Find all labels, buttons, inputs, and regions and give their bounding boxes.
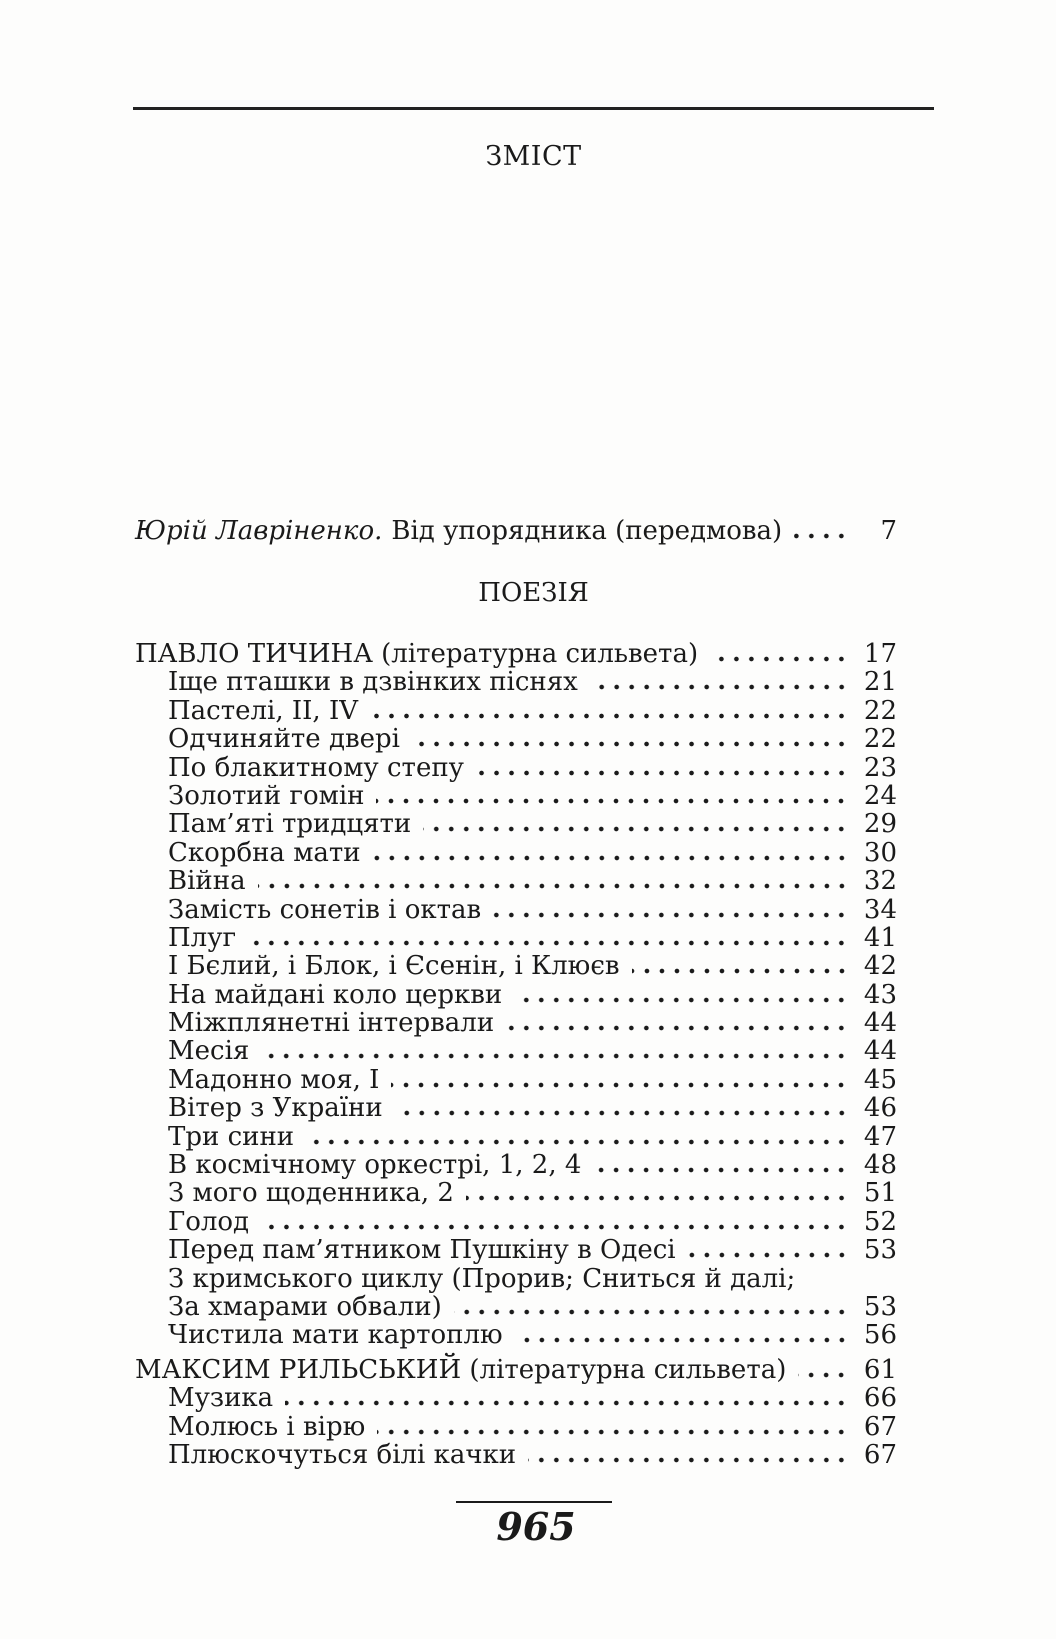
dot-leader [412, 737, 849, 747]
dot-leader [306, 1135, 849, 1145]
dot-leader [377, 1425, 849, 1435]
toc-entry-page-number: 34 [863, 894, 897, 925]
toc-entry-title: Чистила мати картоплю [168, 1320, 503, 1351]
toc-entry-title: З кримського циклу (Прорив; Сниться й далі; [168, 1263, 796, 1294]
header-rule [133, 107, 934, 110]
dot-leader [506, 1021, 849, 1031]
toc-entry-title: Голод [168, 1206, 250, 1237]
toc-list [135, 634, 897, 1469]
toc-entry-row [135, 1293, 897, 1321]
dot-leader [423, 822, 849, 832]
toc-entry-row [135, 839, 897, 867]
dot-leader [688, 1248, 849, 1258]
toc-entry-title: Музика [168, 1383, 274, 1414]
toc-entry-row [135, 1384, 897, 1412]
toc-entry-title: ПАВЛО ТИЧИНА (літературна сильвета) [135, 639, 699, 669]
toc-entry-row [135, 754, 897, 782]
dot-leader [632, 964, 849, 974]
toc-entry-page-number: 44 [863, 1036, 897, 1067]
toc-entry-row [135, 952, 897, 980]
toc-entry-title: По блакитному степу [168, 752, 464, 783]
toc-entry-row [135, 1009, 897, 1037]
toc-entry-page-number: 30 [863, 837, 897, 868]
dot-leader [590, 680, 849, 690]
dot-leader [476, 766, 849, 776]
toc-entry-title: Замість сонетів і октав [168, 894, 482, 925]
toc-entry-title: В космічному оркестрі, 1, 2, 4 [168, 1150, 582, 1181]
page-title: ЗМІСТ [485, 141, 582, 172]
toc-entry-page-number: 67 [863, 1411, 897, 1442]
dot-leader [515, 1333, 849, 1343]
toc-entry-title: Золотий гомін [168, 780, 365, 811]
toc-entry-row [135, 697, 897, 725]
toc-entry-page-number: 47 [863, 1121, 897, 1152]
toc-entry-row [135, 1413, 897, 1441]
toc-entry-row [135, 896, 897, 924]
toc-entry-title: Війна [168, 866, 246, 897]
dot-leader [370, 709, 849, 719]
dot-leader [528, 1453, 849, 1463]
toc-entry-title: З мого щоденника, 2 [168, 1178, 454, 1209]
toc-entry-page-number: 41 [863, 922, 897, 953]
toc-entry-page-number: 53 [863, 1235, 897, 1266]
section-heading-poetry: ПОЕЗІЯ [478, 578, 589, 608]
toc-entry-title: Мадонно моя, I [168, 1064, 380, 1095]
toc-entry-title: МАКСИМ РИЛЬСЬКИЙ (літературна сильвета) [135, 1354, 787, 1385]
toc-entry-title: Перед пам’ятником Пушкіну в Одесі [168, 1235, 676, 1266]
front-matter-entry [135, 517, 897, 545]
dot-leader [261, 1049, 849, 1059]
toc-entry-row [135, 981, 897, 1009]
toc-entry-row [135, 640, 897, 668]
toc-entry-row [135, 924, 897, 952]
dot-leader [514, 993, 849, 1003]
toc-entry-row [135, 1208, 897, 1236]
toc-entry-page-number: 61 [863, 1354, 897, 1385]
dot-leader [391, 1078, 849, 1088]
front-matter-page-number: 7 [880, 516, 897, 546]
toc-entry-row [135, 782, 897, 810]
toc-entry-row [135, 1265, 897, 1293]
toc-entry-page-number: 44 [863, 1008, 897, 1039]
toc-entry-page-number: 66 [863, 1383, 897, 1414]
dot-leader [395, 1106, 849, 1116]
toc-entry-page-number: 23 [863, 752, 897, 783]
toc-entry-page-number: 22 [863, 695, 897, 726]
toc-entry-title: Пам’яті тридцяти [168, 809, 412, 840]
dot-leader [454, 1305, 849, 1315]
toc-entry-page-number: 17 [863, 639, 897, 669]
toc-entry-title: Іще пташки в дзвінких піснях [168, 667, 578, 698]
toc-entry-title: Три сини [168, 1121, 295, 1152]
toc-entry-page-number: 67 [863, 1439, 897, 1470]
toc-entry-row [135, 1094, 897, 1122]
dot-leader [258, 879, 849, 889]
toc-entry-title: Месія [168, 1036, 250, 1067]
toc-entry-title: Міжплянетні інтервали [168, 1008, 495, 1039]
toc-entry-page-number: 21 [863, 667, 897, 698]
toc-entry-page-number: 42 [863, 951, 897, 982]
toc-entry-title: Молюсь і вірю [168, 1411, 366, 1442]
dot-leader [493, 908, 849, 918]
toc-entry-page-number: 45 [863, 1064, 897, 1095]
toc-entry-title: Плуг [168, 922, 237, 953]
toc-entry-page-number: 52 [863, 1206, 897, 1237]
toc-entry-page-number: 46 [863, 1093, 897, 1124]
toc-entry-title: Плюскочуться білі качки [168, 1439, 517, 1470]
toc-entry-row [135, 725, 897, 753]
toc-entry-page-number: 43 [863, 979, 897, 1010]
dot-leader [261, 1220, 849, 1230]
toc-entry-page-number: 24 [863, 780, 897, 811]
toc-entry-row [135, 1356, 897, 1384]
dot-leader [794, 529, 849, 539]
toc-entry-title: Скорбна мати [168, 837, 361, 868]
toc-entry-row [135, 668, 897, 696]
footer-rule [456, 1501, 612, 1503]
toc-entry-title: За хмарами обвали) [168, 1291, 442, 1322]
toc-entry-row [135, 1179, 897, 1207]
toc-entry-title: Вітер з України [168, 1093, 383, 1124]
toc-entry-page-number: 51 [863, 1178, 897, 1209]
dot-leader [798, 1368, 849, 1378]
front-matter-author: Юрій Лавріненко. [135, 516, 383, 546]
toc-entry-page-number: 53 [863, 1291, 897, 1322]
toc-entry-title: Пастелі, II, IV [168, 695, 358, 726]
toc-entry-title: І Бєлий, і Блок, і Єсенін, і Клюєв [168, 951, 620, 982]
toc-entry-page-number: 29 [863, 809, 897, 840]
dot-leader [593, 1163, 849, 1173]
dot-leader [373, 851, 849, 861]
front-matter-title: Від упорядника (передмова) [391, 516, 783, 546]
toc-entry-row [135, 810, 897, 838]
toc-entry-row [135, 1066, 897, 1094]
dot-leader [285, 1396, 849, 1406]
folio-page-number: 965 [496, 1504, 576, 1549]
dot-leader [710, 652, 849, 662]
toc-entry-row [135, 1441, 897, 1469]
dot-leader [376, 794, 849, 804]
dot-leader [248, 936, 849, 946]
toc-entry-row [135, 1037, 897, 1065]
toc-entry-row [135, 867, 897, 895]
toc-entry-row [135, 1123, 897, 1151]
toc-entry-row [135, 1151, 897, 1179]
toc-entry-row [135, 1321, 897, 1349]
toc-entry-title: На майдані коло церкви [168, 979, 503, 1010]
toc-entry-page-number: 22 [863, 724, 897, 755]
toc-entry-page-number: 32 [863, 866, 897, 897]
toc-entry-page-number: 48 [863, 1150, 897, 1181]
dot-leader [466, 1191, 849, 1201]
toc-entry-page-number: 56 [863, 1320, 897, 1351]
toc-entry-title: Одчиняйте двері [168, 724, 400, 755]
toc-entry-row [135, 1236, 897, 1264]
